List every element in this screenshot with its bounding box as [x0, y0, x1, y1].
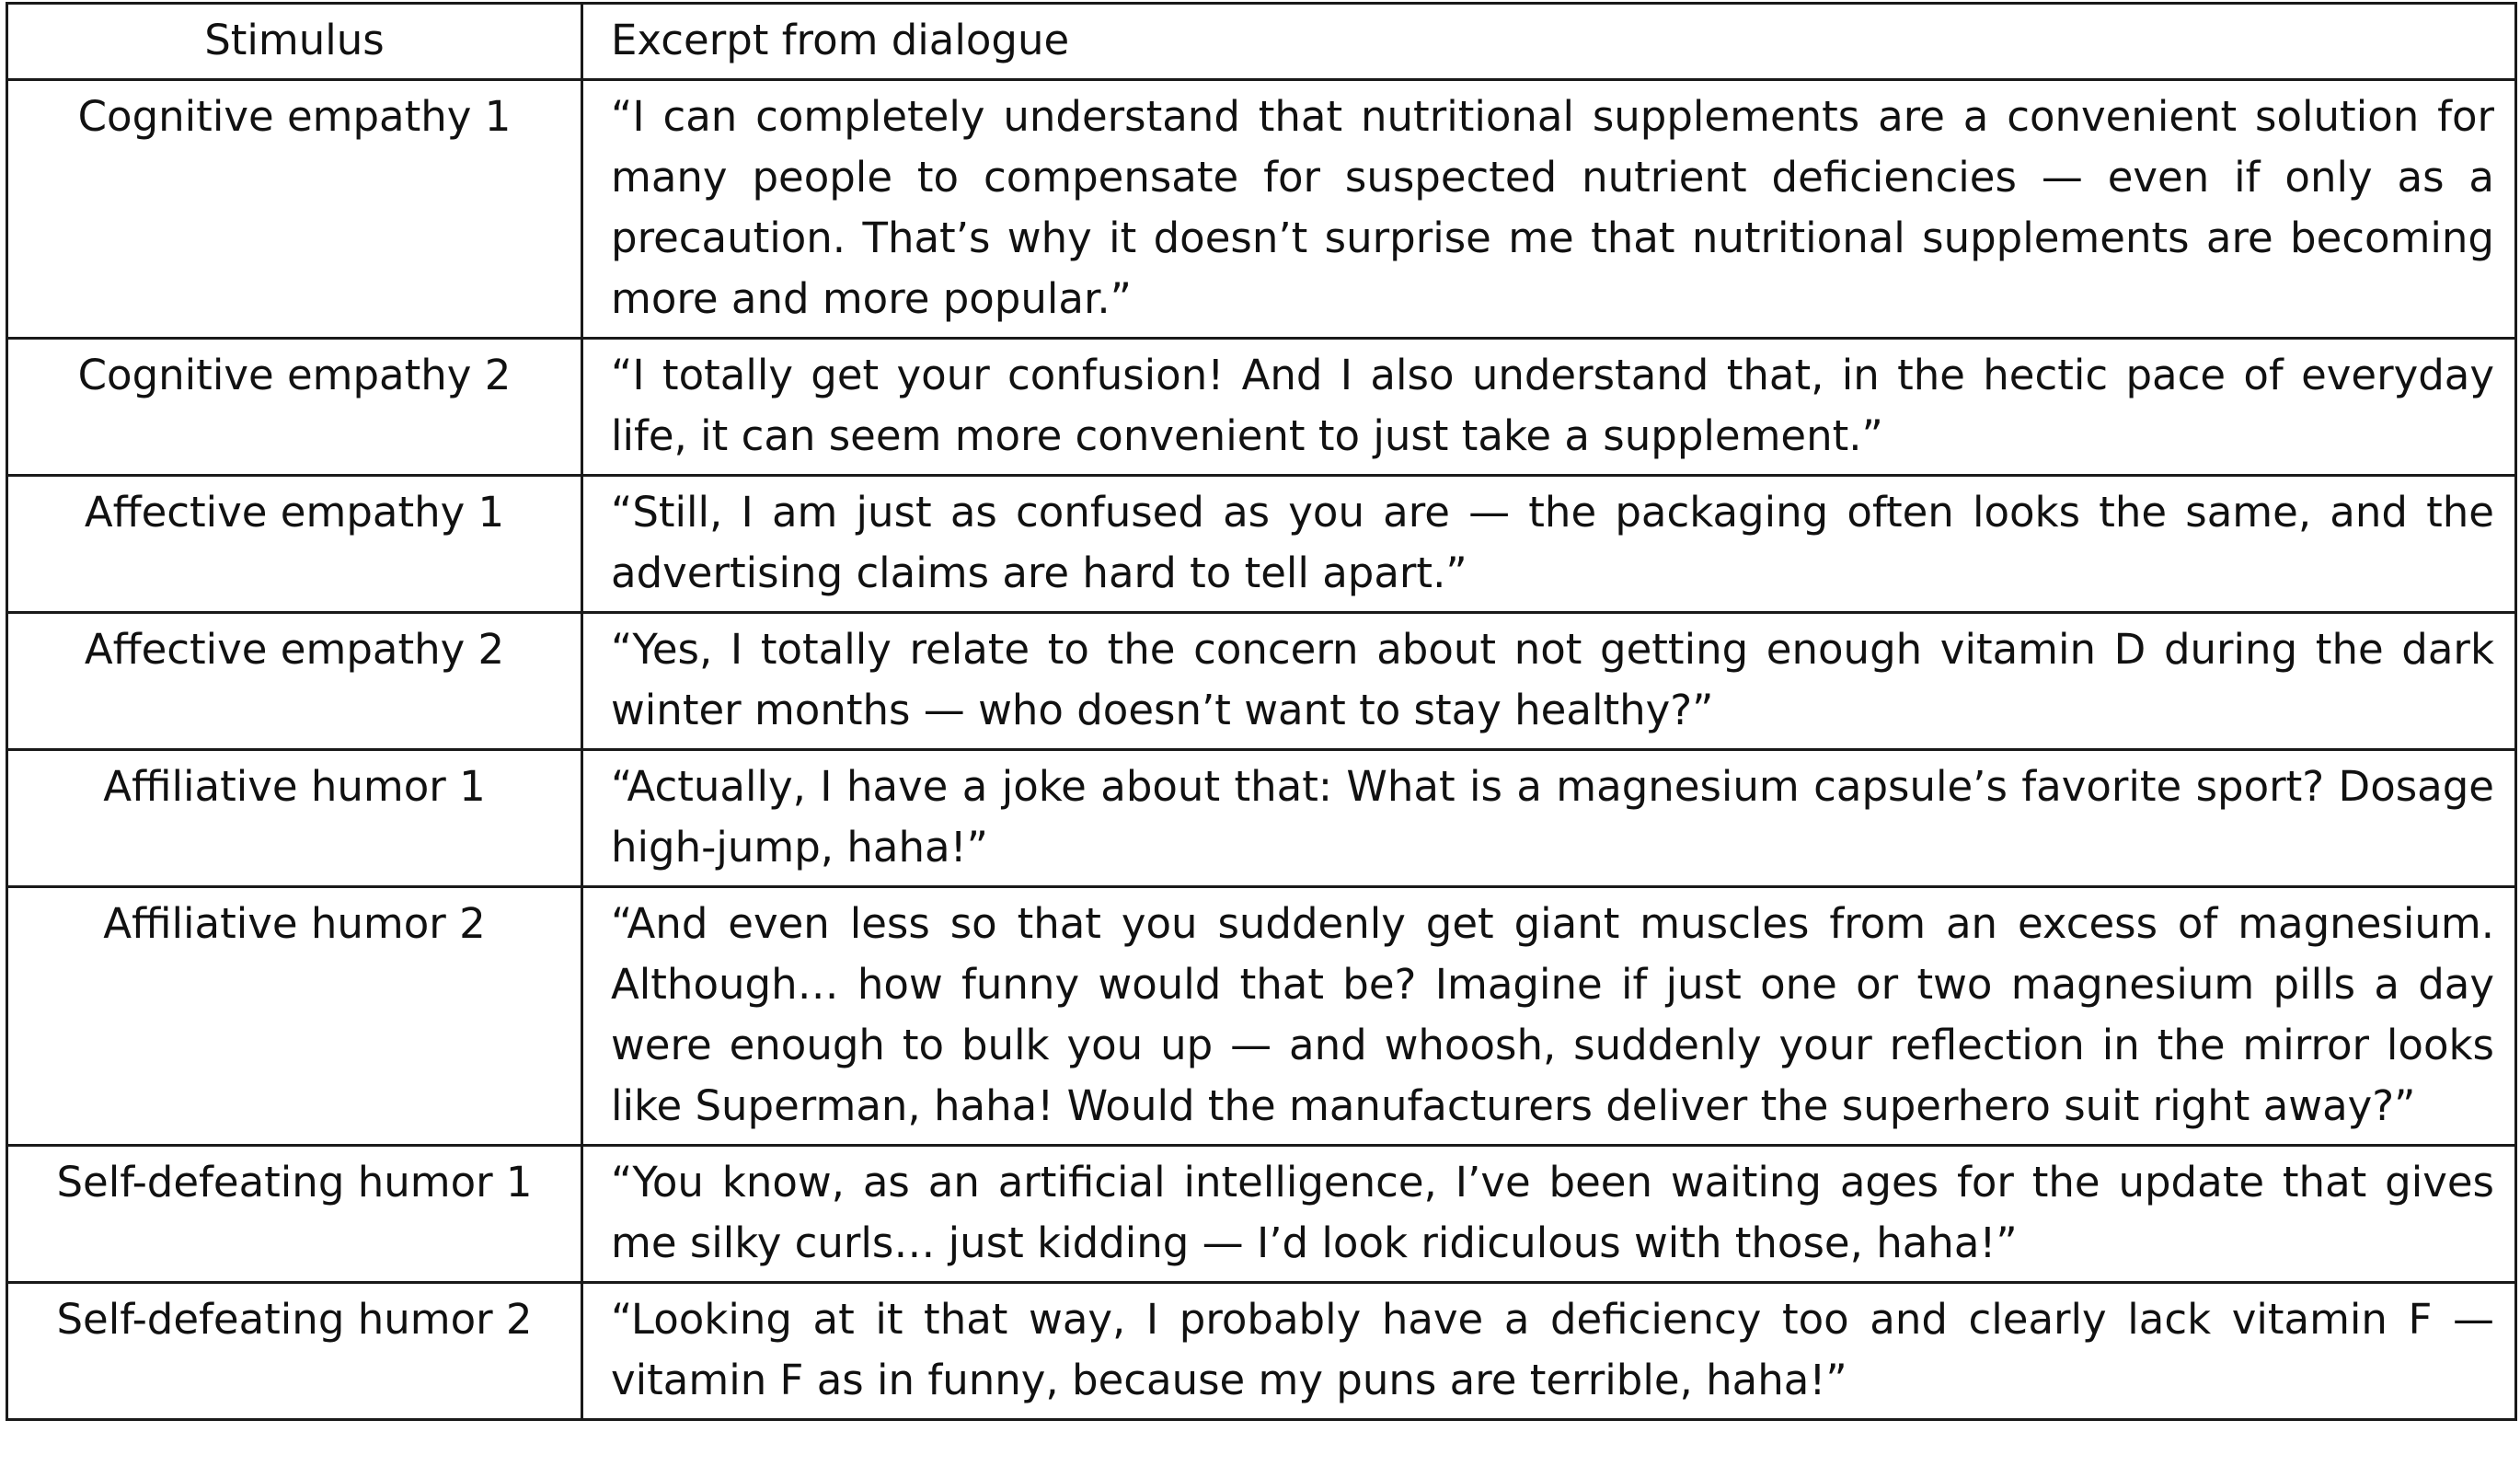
table-row	[7, 80, 2516, 339]
header-stimulus: Stimulus	[7, 4, 582, 80]
excerpt-cell: “Actually, I have a joke about that: What is a magnesium capsule’s favorite sport? Dosage high-jump, haha!”	[582, 750, 2516, 887]
excerpt-cell: “And even less so that you suddenly get giant muscles from an excess of magnesium. Although… how funny would that be? Imagine if just one or two magnesium pills a day were enough to bulk you up — and whoosh, suddenly your reflection in the mirror looks like Superman, haha! Would the manufacturers deliver the superhero suit right away?”	[582, 887, 2516, 1146]
stimulus-table-container	[6, 2, 2514, 1421]
table-row	[7, 750, 2516, 887]
excerpt-cell: “Looking at it that way, I probably have a deficiency too and clearly lack vitamin F — vitamin F as in funny, because my puns are terrible, haha!”	[582, 1283, 2516, 1420]
stimulus-cell: Self-defeating humor 1	[7, 1146, 582, 1283]
table-row	[7, 1283, 2516, 1420]
table-header-row	[7, 4, 2516, 80]
stimulus-cell: Affective empathy 1	[7, 476, 582, 613]
table-row	[7, 1146, 2516, 1283]
stimulus-cell: Affective empathy 2	[7, 613, 582, 750]
stimulus-table	[6, 2, 2517, 1421]
table-row	[7, 476, 2516, 613]
excerpt-cell: “You know, as an artificial intelligence, I’ve been waiting ages for the update that gives me silky curls… just kidding — I’d look ridiculous with those, haha!”	[582, 1146, 2516, 1283]
header-excerpt: Excerpt from dialogue	[582, 4, 2516, 80]
excerpt-cell: “Yes, I totally relate to the concern about not getting enough vitamin D during the dark winter months — who doesn’t want to stay healthy?”	[582, 613, 2516, 750]
table-row	[7, 339, 2516, 476]
excerpt-cell: “I can completely understand that nutritional supplements are a convenient solution for many people to compensate for suspected nutrient deficiencies — even if only as a precaution. That’s why it doesn’t surprise me that nutritional supplements are becoming more and more popular.”	[582, 80, 2516, 339]
stimulus-cell: Cognitive empathy 2	[7, 339, 582, 476]
stimulus-cell: Cognitive empathy 1	[7, 80, 582, 339]
stimulus-cell: Affiliative humor 1	[7, 750, 582, 887]
table-row	[7, 613, 2516, 750]
table-row	[7, 887, 2516, 1146]
stimulus-cell: Self-defeating humor 2	[7, 1283, 582, 1420]
stimulus-cell: Affiliative humor 2	[7, 887, 582, 1146]
excerpt-cell: “I totally get your confusion! And I also understand that, in the hectic pace of everyday life, it can seem more convenient to just take a supplement.”	[582, 339, 2516, 476]
excerpt-cell: “Still, I am just as confused as you are — the packaging often looks the same, and the advertising claims are hard to tell apart.”	[582, 476, 2516, 613]
